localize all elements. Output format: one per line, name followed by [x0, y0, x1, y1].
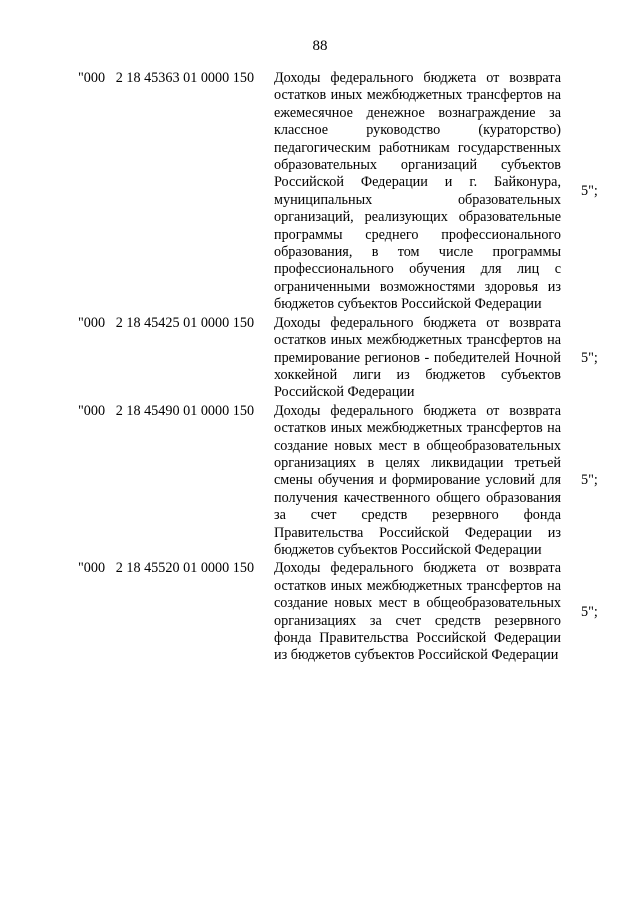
- income-description: Доходы федерального бюджета от возврата остатков иных межбюджетных трансфертов на создание новых мест в общеобразовательных организациях за счет средств резервного фонда Правительства Российской Федерации из бюджетов субъектов Российской Федерации: [274, 560, 561, 664]
- page-number: 88: [312, 38, 328, 54]
- income-description: Доходы федерального бюджета от возврата остатков иных межбюджетных трансфертов на премирование регионов - победителей Ночной хоккейной лиги из бюджетов субъектов Российской Федерации: [274, 314, 561, 401]
- table-row: [0, 560, 640, 664]
- table-row: [0, 403, 640, 560]
- budget-code: "000 2 18 45363 01 0000 150: [78, 70, 255, 86]
- budget-code: "000 2 18 45520 01 0000 150: [78, 560, 255, 577]
- rate-value: 5";: [581, 603, 598, 620]
- income-description: Доходы федерального бюджета от возврата остатков иных межбюджетных трансфертов на создание новых мест в общеобразовательных организациях в целях ликвидации третьей смены обучения и формирование условий для получения качественного общего образования за счет средств резервного фонда Правительства Российской Федерации из бюджетов субъектов Российской Федерации: [274, 402, 561, 558]
- budget-codes-table: [0, 70, 640, 666]
- rate-value: 5";: [581, 183, 598, 200]
- budget-code: "000 2 18 45425 01 0000 150: [78, 314, 255, 331]
- rate-value: 5";: [581, 349, 598, 366]
- table-row: [0, 70, 640, 314]
- income-description: Доходы федерального бюджета от возврата остатков иных межбюджетных трансфертов на ежемесячное денежное вознаграждение за классное руководство (кураторство) педагогическим работникам государственных образовательных организаций субъектов Российской Федерации и г. Байконура, муниципальных образовательных организаций, реализующих образовательные программы среднего профессионального образования, в том числе программы профессионального обучения для лиц с ограниченными возможностями здоровья из бюджетов субъектов Российской Федерации: [274, 70, 561, 313]
- rate-value: 5";: [581, 472, 598, 489]
- budget-code: "000 2 18 45490 01 0000 150: [78, 402, 255, 419]
- table-row: [0, 315, 640, 402]
